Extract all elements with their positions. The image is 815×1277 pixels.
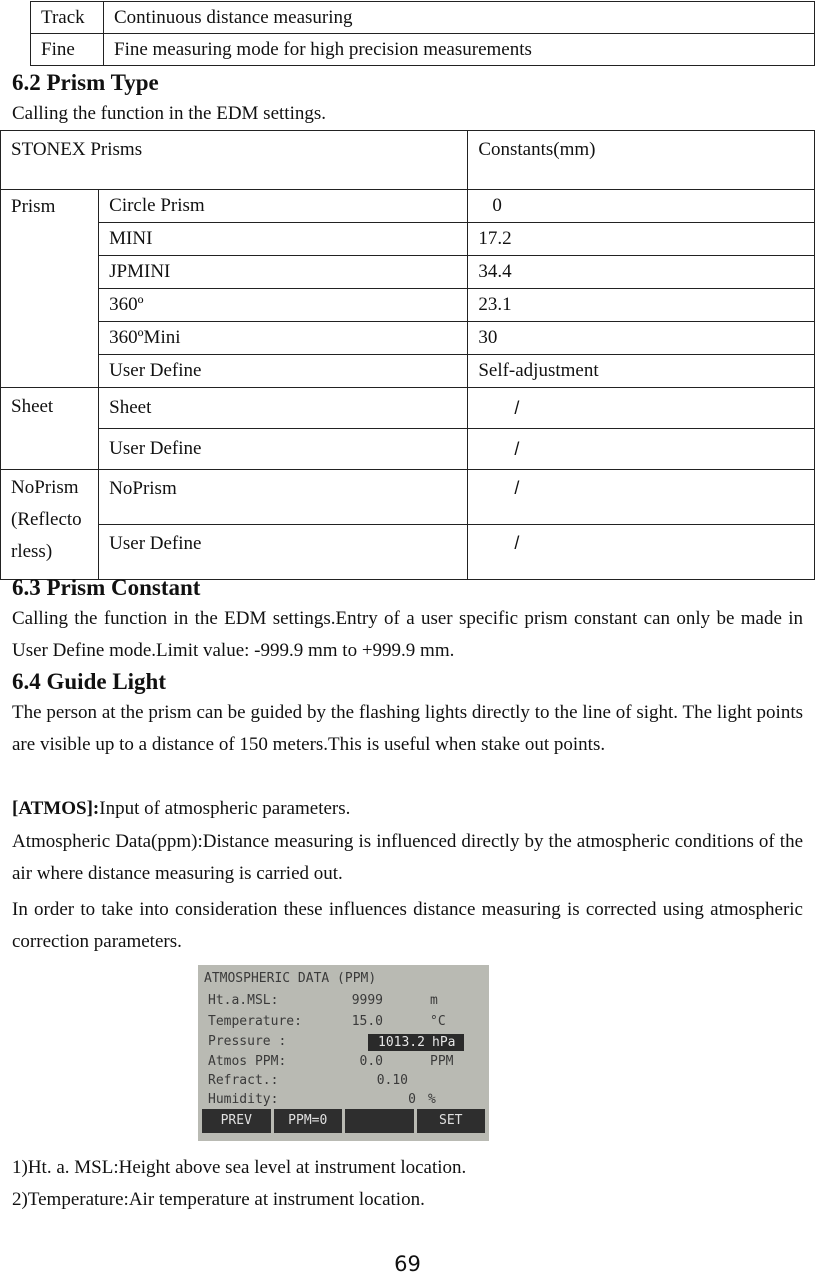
constant-cell: 17.2 [468, 223, 815, 256]
softkey-prev[interactable]: PREV [202, 1109, 271, 1133]
mode-desc-cell: Continuous distance measuring [104, 2, 815, 34]
table-row [1, 429, 815, 470]
prism-type-cell: User Define [99, 355, 468, 388]
constant-cell: Self-adjustment [468, 355, 815, 388]
lcd-value: 0.0 [359, 1054, 383, 1069]
lcd-value: 1013.2 [378, 1035, 425, 1050]
page-number: 69 [394, 1252, 421, 1276]
group-noprism-line: NoPrism [11, 477, 79, 498]
atmos-paragraph-1: Atmospheric Data(ppm):Distance measuring is influenced directly by the atmospheric conditions of the air where distance measuring is carried out. [12, 831, 803, 884]
atmos-paragraph-2: In order to take into consideration these influences distance measuring is corrected using atmospheric correction parameters. [12, 899, 803, 952]
header-constants: Constants(mm) [468, 131, 815, 190]
table-row [31, 34, 815, 66]
softkey-ppm0[interactable]: PPM=0 [274, 1109, 343, 1133]
section-6-2-heading: 6.2 Prism Type [12, 70, 159, 95]
constant-cell: 34.4 [468, 256, 815, 289]
constant-cell: 23.1 [468, 289, 815, 322]
lcd-value: 0 [408, 1092, 416, 1107]
lcd-label: Ht.a.MSL: [208, 993, 279, 1008]
section-6-4-body: The person at the prism can be guided by the flashing lights directly to the line of sight. The light points are visible up to a distance of 150 meters.This is useful when stake out points. [12, 702, 803, 755]
lcd-unit: m [430, 993, 438, 1008]
lcd-row-refract [208, 1073, 478, 1093]
table-row [1, 355, 815, 388]
table-header-row [1, 131, 815, 190]
group-sheet: Sheet [1, 388, 99, 470]
prism-type-cell: 360º [99, 289, 468, 322]
prism-type-cell: NoPrism [99, 470, 468, 525]
table-row [1, 289, 815, 322]
softkey-set[interactable]: SET [417, 1109, 486, 1133]
prism-type-cell: Circle Prism [99, 190, 468, 223]
table-row [1, 525, 815, 580]
group-noprism-line: (Reflecto [11, 509, 82, 530]
header-stonex-prisms: STONEX Prisms [1, 131, 468, 190]
note-1: 1)Ht. a. MSL:Height above sea level at instrument location. [12, 1157, 467, 1178]
lcd-unit: PPM [430, 1054, 454, 1069]
lcd-row-pressure[interactable] [208, 1034, 478, 1054]
prism-type-cell: MINI [99, 223, 468, 256]
lcd-label: Refract.: [208, 1073, 279, 1088]
lcd-label: Atmos PPM: [208, 1054, 287, 1069]
lcd-row-ht-msl [208, 993, 478, 1013]
table-row [1, 322, 815, 355]
prism-type-cell: User Define [99, 429, 468, 470]
table-row [1, 256, 815, 289]
lcd-row-atmos-ppm [208, 1054, 478, 1074]
section-6-3-heading: 6.3 Prism Constant [12, 575, 201, 600]
atmos-key: [ATMOS]: [12, 798, 100, 819]
lcd-value: 0.10 [376, 1073, 408, 1088]
group-noprism-line: rless) [11, 541, 53, 562]
prism-type-cell: User Define [99, 525, 468, 580]
mode-cell: Track [31, 2, 104, 34]
lcd-unit: °C [430, 1014, 446, 1029]
table-row [31, 2, 815, 34]
mode-cell: Fine [31, 34, 104, 66]
note-2: 2)Temperature:Air temperature at instrument location. [12, 1189, 425, 1210]
table-row [1, 388, 815, 429]
lcd-unit: hPa [432, 1035, 456, 1050]
section-6-2-intro: Calling the function in the EDM settings. [12, 103, 326, 124]
table-row [1, 190, 815, 223]
constant-cell: / [468, 429, 815, 470]
prism-type-cell: 360ºMini [99, 322, 468, 355]
group-noprism [1, 470, 99, 580]
lcd-title: ATMOSPHERIC DATA (PPM) [204, 971, 377, 986]
lcd-value: 9999 [351, 993, 383, 1008]
softkey-empty[interactable] [345, 1109, 414, 1133]
lcd-label: Pressure : [208, 1034, 287, 1049]
constant-cell: 30 [468, 322, 815, 355]
softkey-bar [202, 1109, 485, 1133]
lcd-label: Temperature: [208, 1014, 302, 1029]
prism-type-cell: Sheet [99, 388, 468, 429]
lcd-value: 15.0 [351, 1014, 383, 1029]
prism-type-cell: JPMINI [99, 256, 468, 289]
mode-table [30, 1, 815, 66]
section-6-4-heading: 6.4 Guide Light [12, 669, 167, 694]
table-row [1, 223, 815, 256]
lcd-unit: % [428, 1092, 436, 1107]
group-prism: Prism [1, 190, 99, 388]
lcd-row-temperature [208, 1014, 478, 1034]
prism-table [0, 130, 815, 580]
constant-cell: / [468, 525, 815, 580]
constant-cell: / [468, 470, 815, 525]
section-6-3-body: Calling the function in the EDM settings.Entry of a user specific prism constant can only be made in User Define mode.Limit value: -999.9 mm to +999.9 mm. [12, 608, 803, 661]
constant-cell: 0 [468, 190, 815, 223]
atmos-key-desc: Input of atmospheric parameters. [99, 798, 351, 819]
pressure-input-highlight[interactable] [368, 1034, 464, 1051]
constant-cell: / [468, 388, 815, 429]
atmospheric-data-screen [198, 965, 489, 1141]
mode-desc-cell: Fine measuring mode for high precision measurements [104, 34, 815, 66]
table-row [1, 470, 815, 525]
lcd-label: Humidity: [208, 1092, 279, 1107]
atmos-key-line [12, 793, 350, 825]
